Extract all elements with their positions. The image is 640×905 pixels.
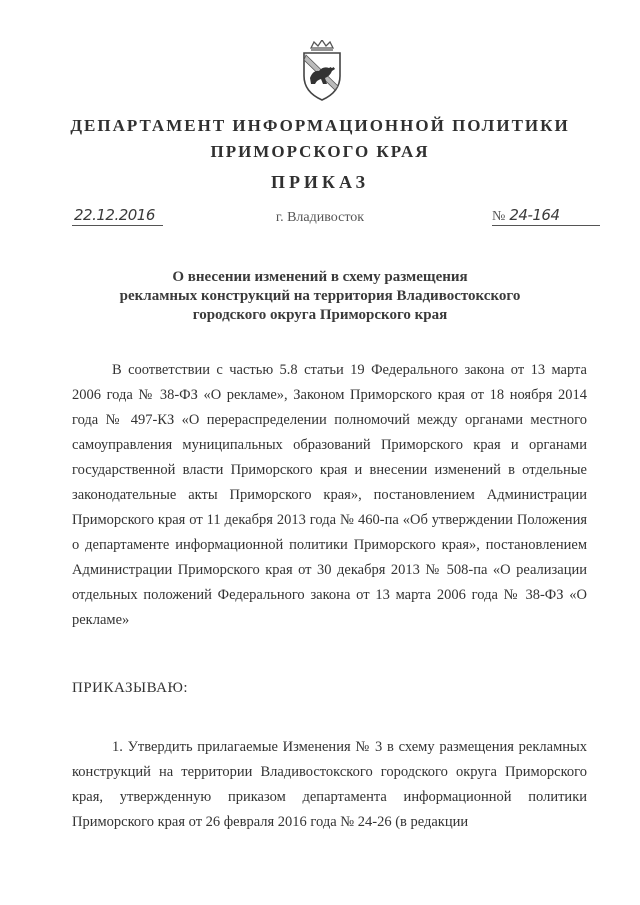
order-title: ПРИКАЗ: [270, 172, 370, 192]
order-date: 22.12.2016: [72, 206, 163, 226]
department-name-line1: ДЕПАРТАМЕНТ ИНФОРМАЦИОННОЙ ПОЛИТИКИ: [70, 116, 570, 135]
order-number-prefix: №: [492, 209, 506, 224]
order-subject: [0, 268, 640, 325]
subject-line3: городского округа Приморского края: [192, 307, 448, 323]
subject-line2: рекламных конструкций на территория Владивостокского: [119, 288, 521, 304]
coat-of-arms-icon: [299, 40, 345, 102]
department-name-line2: ПРИМОРСКОГО КРАЯ: [210, 142, 430, 161]
order-number-block: [492, 206, 600, 226]
order-directive-word: ПРИКАЗЫВАЮ:: [72, 680, 189, 696]
order-item-1: 1. Утвердить прилагаемые Изменения № 3 в схему размещения рекламных конструкций на территории Владивостокского городского округа Приморского края, утвержденную приказом департамента информационной политики Приморского края от 26 февраля 2016 года № 24-26 (в редакции: [72, 739, 587, 830]
order-number: 24-164: [509, 206, 560, 224]
subject-line1: О внесении изменений в схему размещения: [172, 269, 468, 285]
order-city: г. Владивосток: [275, 210, 365, 225]
preamble-paragraph: В соответствии с частью 5.8 статьи 19 Федерального закона от 13 марта 2006 года № 38-ФЗ «О рекламе», Законом Приморского края от 18 ноября 2014 года № 497-КЗ «О перераспределении полномочий между органами местного самоуправления муниципальных образований Приморского края и органами государственной власти Приморского края и внесении изменений в отдельные законодательные акты Приморского края», постановлением Администрации Приморского края от 11 декабря 2013 года № 460-па «Об утверждении Положения о департаменте информационной политики Приморского края», постановлением Администрации Приморского края от 30 декабря 2013 № 508-па «О реализации отдельных положений Федерального закона от 13 марта 2006 года № 38-ФЗ «О рекламе»: [72, 362, 587, 628]
